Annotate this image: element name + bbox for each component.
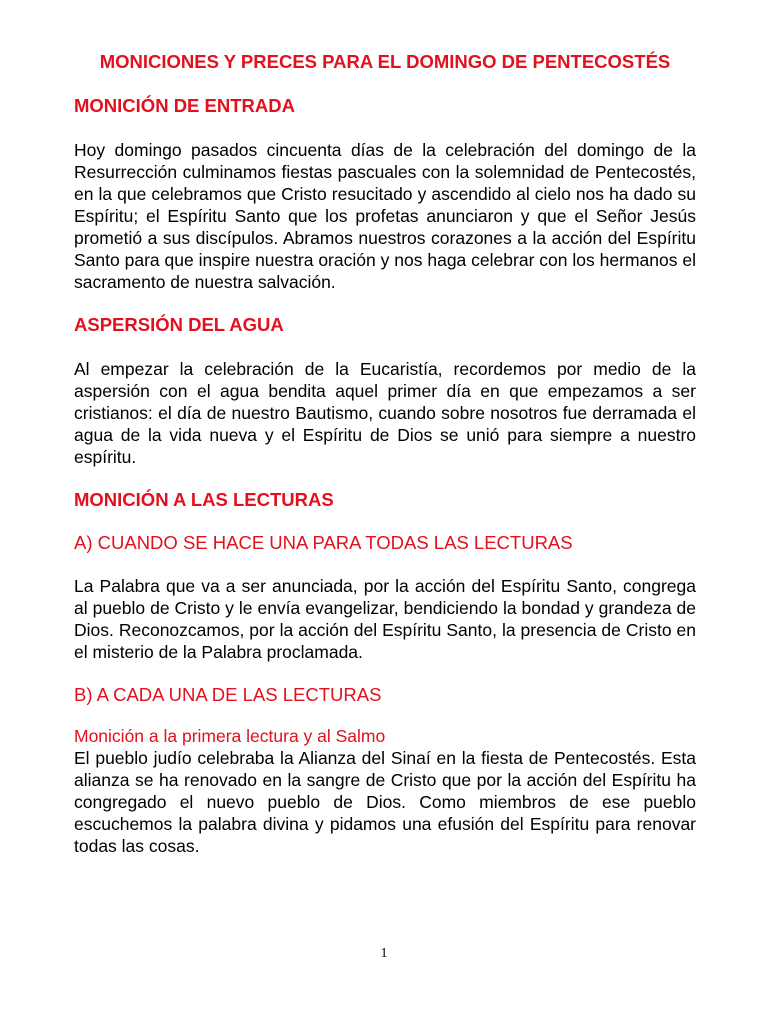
paragraph-option-a: La Palabra que va a ser anunciada, por la acción del Espíritu Santo, congrega al pueblo de Cristo y le envía evangelizar, bendiciendo la bondad y grandeza de Dios. Reconozcamos, por la acción del Espíritu Santo, la presencia de Cristo en el misterio de la Palabra proclamada. [74,576,696,662]
heading-monicion-lecturas: MONICIÓN A LAS LECTURAS [74,489,334,510]
document-title: MONICIONES Y PRECES PARA EL DOMINGO DE PENTECOSTÉS [99,51,671,72]
page-number: 1 [380,946,388,961]
heading-option-a: A) CUANDO SE HACE UNA PARA TODAS LAS LECTURAS [74,532,573,553]
paragraph-monicion-entrada: Hoy domingo pasados cincuenta días de la celebración del domingo de la Resurrección culminamos fiestas pascuales con la solemnidad de Pentecostés, en la que celebramos que Cristo resucitado y ascendido al cielo nos ha dado su Espíritu; el Espíritu Santo que los profetas anunciaron y que el Señor Jesús prometió a sus discípulos. Abramos nuestros corazones a la acción del Espíritu Santo para que inspire nuestra oración y nos haga celebrar con los hermanos el sacramento de nuestra salvación. [74,140,696,292]
heading-option-b: B) A CADA UNA DE LAS LECTURAS [74,684,382,705]
heading-aspersion-agua: ASPERSIÓN DEL AGUA [74,314,284,335]
document-page [74,50,696,857]
heading-monicion-entrada: MONICIÓN DE ENTRADA [74,95,295,116]
heading-first-reading: Monición a la primera lectura y al Salmo [74,726,386,746]
paragraph-first-reading: El pueblo judío celebraba la Alianza del Sinaí en la fiesta de Pentecostés. Esta alianza se ha renovado en la sangre de Cristo que por la acción del Espíritu ha congregado el nuevo pueblo de Dios. Como miembros de ese pueblo escuchemos la palabra divina y pidamos una efusión del Espíritu para renovar todas las cosas. [74,748,696,856]
paragraph-aspersion-agua: Al empezar la celebración de la Eucaristía, recordemos por medio de la aspersión con el agua bendita aquel primer día en que empezamos a ser cristianos: el día de nuestro Bautismo, cuando sobre nosotros fue derramada el agua de la vida nueva y el Espíritu de Dios se unió para siempre a nuestro espíritu. [74,359,696,467]
